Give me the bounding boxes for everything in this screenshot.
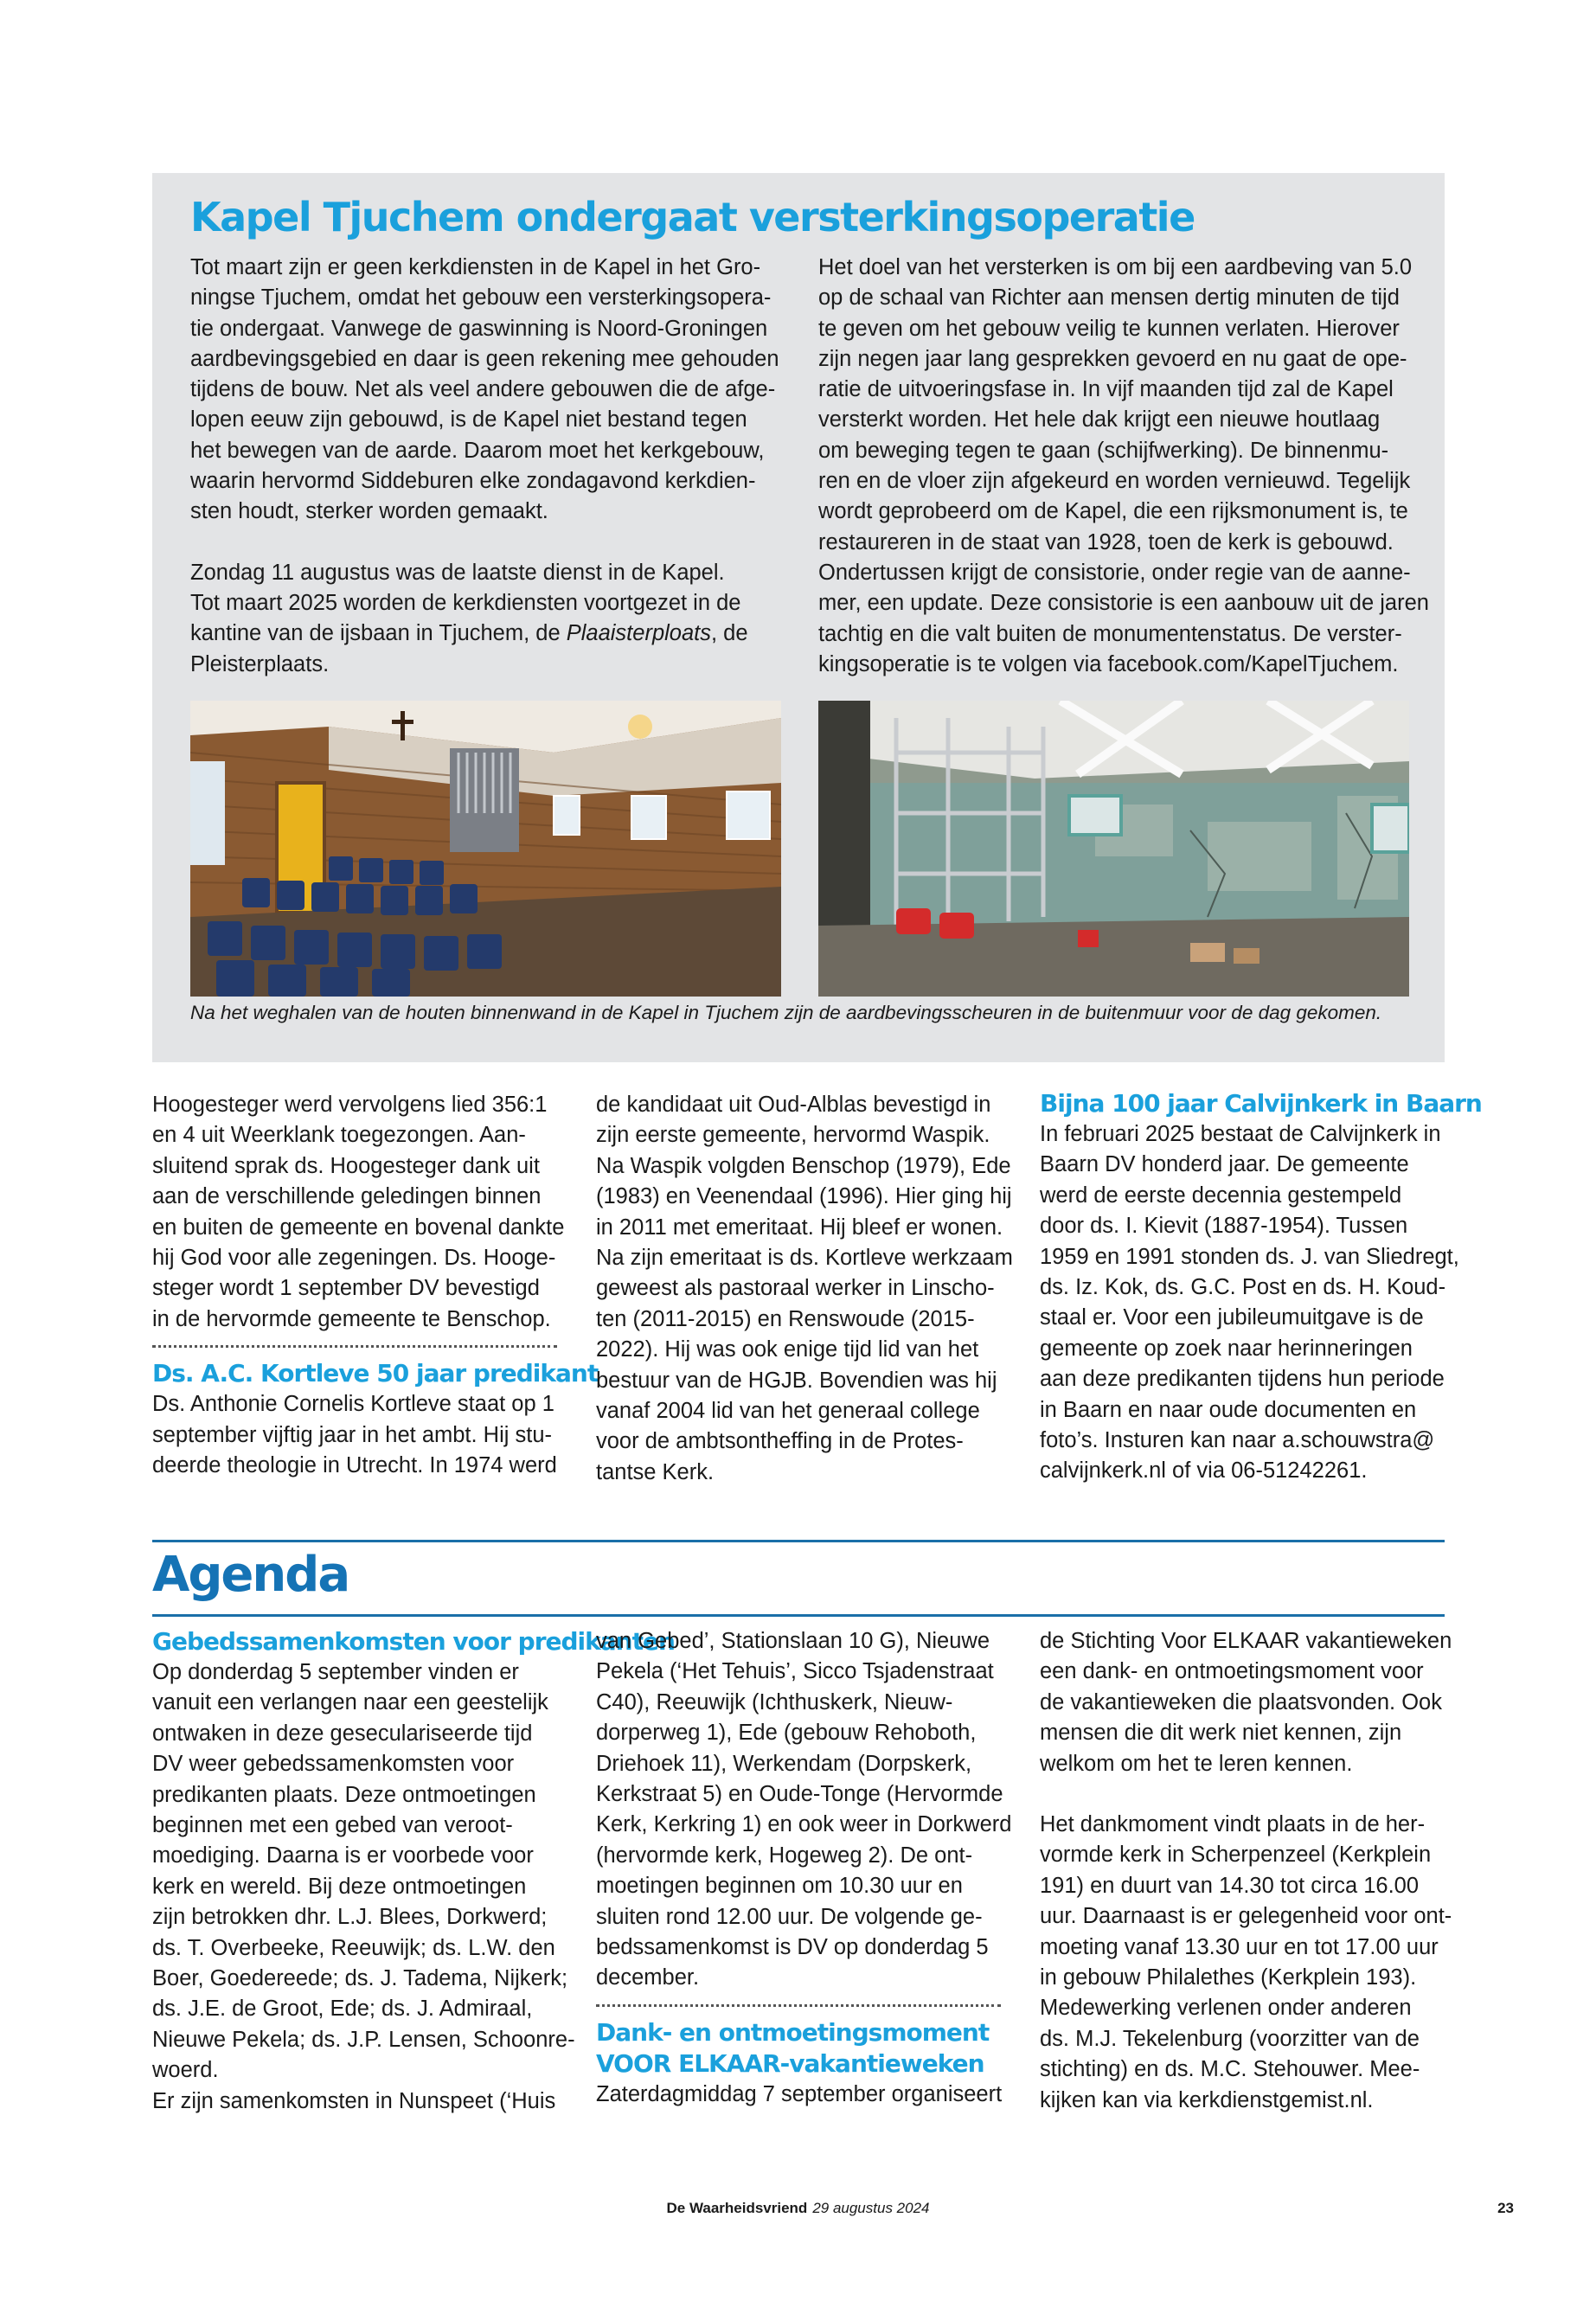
page-footer bbox=[0, 2200, 1596, 2226]
stripped-wall-photo bbox=[818, 701, 1409, 997]
text-line: Medewerking verlenen onder anderen bbox=[1040, 1996, 1412, 2021]
text-line: C40), Reeuwijk (Ichthuskerk, Nieuw- bbox=[596, 1689, 953, 1715]
text-line: september vijftig jaar in het ambt. Hij stu- bbox=[152, 1422, 553, 1447]
text-line: Boer, Goedereede; ds. J. Tadema, Nijkerk; bbox=[152, 1966, 568, 1991]
text-line: tantse Kerk. bbox=[596, 1459, 715, 1484]
text-line: moeting vanaf 13.30 uur en tot 17.00 uur bbox=[1040, 1934, 1439, 1959]
text-line: calvijnkerk.nl of via 06-51242261. bbox=[1040, 1458, 1368, 1484]
feature-right-column bbox=[818, 253, 1429, 680]
text-line: ontwaken in deze geseculariseerde tijd bbox=[152, 1721, 533, 1746]
text-line: ningse Tjuchem, omdat het gebouw een versterkingsopera- bbox=[190, 285, 772, 311]
text-line: restaureren in de staat van 1928, toen de kerk is gebouwd. bbox=[818, 529, 1394, 554]
text-line: woerd. bbox=[152, 2058, 219, 2083]
text-line: Driehoek 11), Werkendam (Dorpskerk, bbox=[596, 1751, 972, 1776]
text-line: Op donderdag 5 september vinden er bbox=[152, 1660, 519, 1684]
text-line: In februari 2025 bestaat de Calvijnkerk in bbox=[1040, 1122, 1441, 1146]
chapel-interior-photo bbox=[190, 701, 781, 997]
text-line: de vakantieweken die plaatsvonden. Ook bbox=[1040, 1689, 1442, 1715]
text-line: aan de verschillende geledingen binnen bbox=[152, 1184, 542, 1209]
dankmoment-heading-line-2: VOOR ELKAAR-vakantieweken bbox=[596, 2048, 984, 2078]
text-line: vanuit een verlangen naar een geestelijk bbox=[152, 1690, 548, 1715]
text-line: tijdens de bouw. Net als veel andere gebouwen die de afge- bbox=[190, 377, 776, 402]
dankmoment-heading-line-1: Dank- en ontmoetingsmoment bbox=[596, 2017, 990, 2047]
text-line: ren en de vloer zijn afgekeurd en worden vernieuwd. Tegelijk bbox=[818, 469, 1411, 494]
text-line: waarin hervormd Siddeburen elke zondagavond kerkdien- bbox=[190, 469, 756, 494]
agenda-column-3 bbox=[1040, 1626, 1455, 2116]
text-line: ds. J.E. de Groot, Ede; ds. J. Admiraal, bbox=[152, 1997, 533, 2022]
publication-date: 29 augustus 2024 bbox=[812, 2200, 930, 2216]
text-line: voor de ambtsontheffing in de Protes- bbox=[596, 1429, 964, 1454]
photo-caption: Na het weghalen van de houten binnenwand in de Kapel in Tjuchem zijn de aardbevingsscheuren in de buitenmuur voor de dag gekomen. bbox=[190, 1002, 1382, 1023]
text-line: en 4 uit Weerklank toegezongen. Aan- bbox=[152, 1123, 526, 1148]
text-line: de kandidaat uit Oud-Alblas bevestigd in bbox=[596, 1093, 991, 1117]
footer-publication-line bbox=[0, 2200, 1596, 2217]
italic-place-name: Plaaisterploats bbox=[566, 621, 711, 646]
feature-box bbox=[152, 173, 1445, 1062]
text-line: Pekela (‘Het Tehuis’, Sicco Tsjadenstraat bbox=[596, 1659, 994, 1684]
text-line: welkom om het te leren kennen. bbox=[1040, 1751, 1353, 1776]
dotted-divider bbox=[596, 2004, 1001, 2007]
text-line: Tot maart 2025 worden de kerkdiensten voortgezet in de bbox=[190, 590, 741, 615]
text-line: sluitend sprak ds. Hoogesteger dank uit bbox=[152, 1153, 540, 1178]
text-line: aan deze predikanten tijdens hun periode bbox=[1040, 1367, 1445, 1392]
gebedssamenkomsten-heading: Gebedssamenkomsten voor predikanten bbox=[152, 1627, 675, 1656]
text-line: mer, een update. Deze consistorie is een aanbouw uit de jaren bbox=[818, 591, 1429, 616]
text-line: moetingen beginnen om 10.30 uur en bbox=[596, 1874, 963, 1899]
text-line: aardbevingsgebied en daar is geen rekening mee gehouden bbox=[190, 346, 779, 371]
text-line: Tot maart zijn er geen kerkdiensten in de Kapel in het Gro- bbox=[190, 255, 761, 279]
text-line: ten (2011-2015) en Renswoude (2015- bbox=[596, 1306, 975, 1331]
text-line: uur. Daarnaast is er gelegenheid voor ont- bbox=[1040, 1904, 1452, 1929]
text-line: versterkt worden. Het hele dak krijgt een nieuwe houtlaag bbox=[818, 407, 1381, 433]
text-line: dorperweg 1), Ede (gebouw Rehoboth, bbox=[596, 1721, 977, 1746]
text-line: bedssamenkomst is DV op donderdag 5 bbox=[596, 1935, 989, 1960]
text-line: tachtig en die valt buiten de monumentenstatus. De verster- bbox=[818, 621, 1402, 646]
text-line: december. bbox=[596, 1965, 700, 1990]
column-1 bbox=[152, 1090, 599, 1481]
text-line: Zaterdagmiddag 7 september organiseert bbox=[596, 2081, 1003, 2106]
agenda-column-2 bbox=[596, 1626, 1011, 2110]
text-line: moediging. Daarna is er voorbede voor bbox=[152, 1843, 534, 1868]
text-line: steger wordt 1 september DV bevestigd bbox=[152, 1276, 540, 1301]
text-line: 2022). Hij was ook enige tijd lid van het bbox=[596, 1337, 979, 1362]
text-line: Nieuwe Pekela; ds. J.P. Lensen, Schoonre- bbox=[152, 2027, 575, 2052]
text-line: Het dankmoment vindt plaats in de her- bbox=[1040, 1812, 1426, 1837]
text-line: predikanten plaats. Deze ontmoetingen bbox=[152, 1782, 536, 1807]
text-line: (1983) en Veenendaal (1996). Hier ging hij bbox=[596, 1184, 1012, 1209]
text-line: te geven om het gebouw veilig te kunnen verlaten. Hierover bbox=[818, 316, 1400, 341]
text-line: deerde theologie in Utrecht. In 1974 werd bbox=[152, 1453, 557, 1478]
text-line: vormde kerk in Scherpenzeel (Kerkplein bbox=[1040, 1843, 1432, 1868]
kortleve-heading: Ds. A.C. Kortleve 50 jaar predikant bbox=[152, 1359, 599, 1388]
text-line: 1959 en 1991 stonden ds. J. van Sliedregt, bbox=[1040, 1244, 1459, 1269]
text-line: kijken kan via kerkdienstgemist.nl. bbox=[1040, 2087, 1374, 2112]
text-line: DV weer gebedssamenkomsten voor bbox=[152, 1752, 515, 1777]
text-line: beginnen met een gebed van veroot- bbox=[152, 1813, 513, 1838]
text-line: en buiten de gemeente en bovenal dankte bbox=[152, 1215, 565, 1240]
text-line: geweest als pastoraal werker in Linscho- bbox=[596, 1276, 995, 1301]
agenda-title: Agenda bbox=[152, 1547, 349, 1603]
text-line: van Gebed’, Stationslaan 10 G), Nieuwe bbox=[596, 1629, 990, 1653]
text-line: bestuur van de HGJB. Bovendien was hij bbox=[596, 1368, 997, 1393]
text-line: in Baarn en naar oude documenten en bbox=[1040, 1397, 1417, 1422]
text-line: ratie de uitvoeringsfase in. In vijf maanden tijd zal de Kapel bbox=[818, 377, 1394, 402]
agenda-top-rule bbox=[152, 1540, 1445, 1542]
text-line: Er zijn samenkomsten in Nunspeet (‘Huis bbox=[152, 2088, 556, 2113]
text-line: ds. T. Overbeeke, Reeuwijk; ds. L.W. den bbox=[152, 1935, 555, 1960]
text-line: Baarn DV honderd jaar. De gemeente bbox=[1040, 1152, 1409, 1177]
text-line: in de hervormde gemeente te Benschop. bbox=[152, 1306, 551, 1331]
text-line: ds. Iz. Kok, ds. G.C. Post en ds. H. Koud- bbox=[1040, 1275, 1446, 1300]
publication-name: De Waarheidsvriend bbox=[666, 2200, 808, 2216]
page-number: 23 bbox=[1497, 2200, 1514, 2216]
text-line: sten houdt, sterker worden gemaakt. bbox=[190, 499, 548, 524]
text-line: zijn eerste gemeente, hervormd Waspik. bbox=[596, 1123, 990, 1148]
text-line: in 2011 met emeritaat. Hij bleef er wonen. bbox=[596, 1215, 1003, 1240]
text-line: werd de eerste decennia gestempeld bbox=[1040, 1183, 1402, 1208]
text-line: Zondag 11 augustus was de laatste dienst in de Kapel. bbox=[190, 560, 725, 585]
text-line: Pleisterplaats. bbox=[190, 651, 330, 676]
text-line: op de schaal van Richter aan mensen dertig minuten de tijd bbox=[818, 285, 1400, 311]
column-3 bbox=[1040, 1088, 1482, 1487]
text-line: door ds. I. Kievit (1887-1954). Tussen bbox=[1040, 1214, 1408, 1239]
text-line: een dank- en ontmoetingsmoment voor bbox=[1040, 1659, 1424, 1684]
text-line: zijn betrokken dhr. L.J. Blees, Dorkwerd; bbox=[152, 1905, 548, 1930]
agenda-bottom-rule bbox=[152, 1614, 1445, 1617]
text-line: in gebouw Philalethes (Kerkplein 193). bbox=[1040, 1965, 1417, 1990]
column-2 bbox=[596, 1090, 1011, 1488]
text-line: hij God voor alle zegeningen. Ds. Hooge- bbox=[152, 1246, 556, 1271]
text-line: sluiten rond 12.00 uur. De volgende ge- bbox=[596, 1904, 983, 1929]
text-line: Ds. Anthonie Cornelis Kortleve staat op 1 bbox=[152, 1392, 554, 1417]
text-line: Na zijn emeritaat is ds. Kortleve werkzaam bbox=[596, 1246, 1013, 1271]
text-line: Hoogesteger werd vervolgens lied 356:1 bbox=[152, 1093, 548, 1117]
text-line: (hervormde kerk, Hogeweg 2). De ont- bbox=[596, 1843, 973, 1868]
text-line: om beweging tegen te gaan (schijfwerking). De binnenmu- bbox=[818, 438, 1389, 463]
text-line: staal er. Voor een jubileumuitgave is de bbox=[1040, 1305, 1424, 1330]
text-line: het bewegen van de aarde. Daarom moet het kerkgebouw, bbox=[190, 438, 765, 463]
text-line: foto’s. Insturen kan naar a.schouwstra@ bbox=[1040, 1428, 1435, 1453]
text-line: tie ondergaat. Vanwege de gaswinning is Noord-Groningen bbox=[190, 316, 768, 341]
feature-left-column bbox=[190, 253, 796, 680]
text-line: lopen eeuw zijn gebouwd, is de Kapel niet bestand tegen bbox=[190, 407, 747, 433]
text-line: wordt geprobeerd om de Kapel, die een rijksmonument is, te bbox=[818, 499, 1408, 524]
text-line: Na Waspik volgden Benschop (1979), Ede bbox=[596, 1153, 1011, 1178]
dotted-divider bbox=[152, 1345, 557, 1348]
feature-title: Kapel Tjuchem ondergaat versterkingsoperatie bbox=[190, 194, 1195, 240]
text-line: mensen die dit werk niet kennen, zijn bbox=[1040, 1721, 1402, 1746]
text-line: Kerk, Kerkring 1) en ook weer in Dorkwerd bbox=[596, 1812, 1012, 1837]
text-line: kerk en wereld. Bij deze ontmoetingen bbox=[152, 1874, 527, 1899]
text-line: vanaf 2004 lid van het generaal college bbox=[596, 1399, 980, 1424]
text-line: de Stichting Voor ELKAAR vakantieweken bbox=[1040, 1629, 1452, 1653]
text-line: gemeente op zoek naar herinneringen bbox=[1040, 1336, 1413, 1361]
text-line: ds. M.J. Tekelenburg (voorzitter van de bbox=[1040, 2026, 1420, 2051]
text-line: stichting) en ds. M.C. Stehouwer. Mee- bbox=[1040, 2057, 1420, 2082]
text-line: Kerkstraat 5) en Oude-Tonge (Hervormde bbox=[596, 1782, 1003, 1807]
text-line: kantine van de ijsbaan in Tjuchem, de Plaaisterploats, de bbox=[190, 621, 748, 646]
calvijnkerk-heading: Bijna 100 jaar Calvijnkerk in Baarn bbox=[1040, 1089, 1482, 1118]
text-line: Ondertussen krijgt de consistorie, onder regie van de aanne- bbox=[818, 560, 1411, 585]
text-line: kingsoperatie is te volgen via facebook.com/KapelTjuchem. bbox=[818, 651, 1399, 676]
text-line: Het doel van het versterken is om bij een aardbeving van 5.0 bbox=[818, 255, 1413, 279]
text-line: zijn negen jaar lang gesprekken gevoerd en nu gaat de ope- bbox=[818, 346, 1407, 371]
text-line: 191) en duurt van 14.30 tot circa 16.00 bbox=[1040, 1873, 1420, 1898]
